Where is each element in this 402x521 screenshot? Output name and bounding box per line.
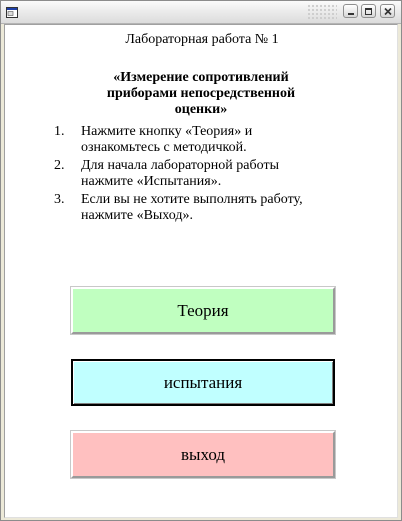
instruction-item (54, 192, 314, 224)
theory-button[interactable]: Теория (71, 287, 335, 334)
exit-button[interactable]: выход (71, 431, 335, 478)
instruction-text: Нажмите кнопку «Теория» и ознакомьтесь с методичкой. (81, 124, 253, 155)
instruction-item (54, 124, 314, 156)
maximize-icon (362, 5, 377, 19)
minimize-icon (344, 5, 359, 19)
instruction-number: 1. (54, 124, 65, 139)
instruction-text: Для начала лабораторной работы нажмите «Испытания». (81, 158, 279, 189)
window-app-icon[interactable] (6, 5, 18, 16)
instruction-number: 2. (54, 158, 65, 173)
lab-subtitle: «Измерение сопротивлений приборами непосредственной оценки» (106, 70, 296, 117)
close-icon (381, 5, 396, 19)
lab-title: Лабораторная работа № 1 (125, 32, 279, 47)
instructions-list (54, 124, 314, 226)
maximize-button[interactable] (361, 4, 376, 18)
instruction-item (54, 158, 314, 190)
title-bar[interactable] (1, 1, 401, 24)
close-button[interactable] (380, 4, 395, 18)
tests-button[interactable]: испытания (71, 359, 335, 406)
title-bar-texture (307, 4, 337, 19)
instruction-number: 3. (54, 192, 65, 207)
form-client-area (4, 24, 398, 518)
instruction-text: Если вы не хотите выполнять работу, нажмите «Выход». (81, 192, 303, 223)
minimize-button[interactable] (343, 4, 358, 18)
